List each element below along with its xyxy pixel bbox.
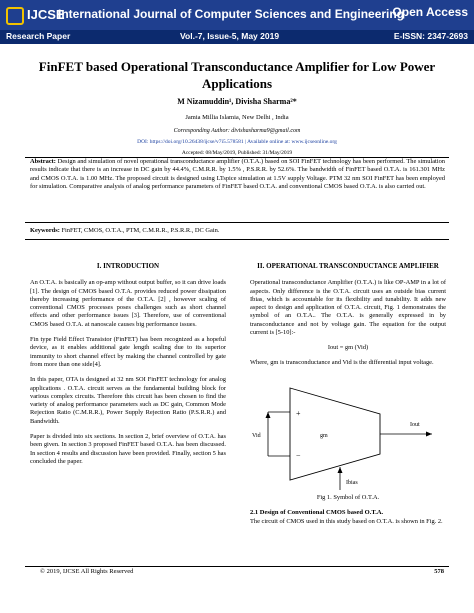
- abstract: [30, 158, 445, 192]
- paragraph: Paper is divided into six sections. In section 2, brief overview of O.T.A. has been given. In section 3 proposed FinFET based O.T.A. has been discussed. In section 4 results and discussion have been provided. Finally, section 5 has concluded the paper.: [30, 433, 226, 465]
- ota-symbol-figure: [250, 374, 446, 492]
- affiliation: Jamia Millia Islamia, New Delhi , India: [185, 114, 289, 121]
- divider-keywords: [25, 239, 449, 240]
- abstract-label: Abstract:: [30, 158, 56, 165]
- output-arrow-head: [426, 431, 432, 436]
- right-column: [250, 262, 446, 533]
- journal-title: International Journal of Computer Sciences and Engineering: [58, 7, 405, 21]
- paragraph: An O.T.A. is basically an op-amp without output buffer, so it can drive loads [1]. The design of CMOS based O.T.A. provides reduced power dissipation thereby increasing performance of the O.T.A. [2] , however scaling of conventional CMOS processes poses challenges such as short channel effects and other performance issues [3]. Therefore, use of conventional CMOS based O.T.A. at nanoscale causes big performance issues.: [30, 279, 226, 328]
- gm-label: gm: [320, 432, 328, 439]
- issn: E-ISSN: 2347-2693: [393, 31, 468, 41]
- bias-arrow-head: [338, 467, 343, 473]
- paper-title: FinFET based Operational Transconductance Amplifier for Low Power Applications: [38, 59, 436, 91]
- divider-abstract: [25, 222, 449, 223]
- page-number: 578: [434, 568, 444, 575]
- minus-sign: −: [296, 450, 301, 460]
- ota-triangle-shape: [290, 388, 380, 480]
- paper-type: Research Paper: [6, 31, 71, 41]
- left-column: [30, 262, 226, 473]
- paragraph: Fin type Field Effect Transistor (FinFET) has been recognized as a hopeful device, as it enables additional gate length scaling due to its superior immunity to short channel effect by making the channel controlled by gate from more than one side[4].: [30, 336, 226, 368]
- open-access-label: Open Access: [392, 5, 468, 19]
- logo-mark-icon: [6, 7, 24, 25]
- keywords-text: FinFET, CMOS, O.T.A., PTM, C.M.R.R., P.S.R.R., DC Gain.: [61, 227, 220, 234]
- doi-link[interactable]: DOI: https://doi.org/10.26438/ijcse/v7i5.578581 | Available online at: www.ijcseonline.org: [137, 139, 337, 145]
- section-heading-ota: II. OPERATIONAL TRANSCONDUCTANCE AMPLIFIER: [257, 262, 439, 270]
- vid-arrow-head: [266, 412, 271, 418]
- paragraph: Operational transconductance Amplifier (O.T.A.) is like OP-AMP in a lot of aspects. Only difference is the O.T.A. circuit uses an outside bias current Ibias, which is accountable for its flexibility and tunability. It adds new aspect to design and application of O.T.A. circuit, Fig. 1 demonstrates the symbol of an O.T.A.. The O.T.A. is generally expressed in by transconductance and not by voltage gain. The equation for the output current is [5-10]:-: [250, 279, 446, 337]
- keywords: [30, 227, 445, 234]
- authors: M Nizamuddin¹, Divisha Sharma²*: [177, 97, 297, 106]
- section-heading-introduction: I. INTRODUCTION: [96, 262, 160, 270]
- iout-label: Iout: [410, 421, 420, 428]
- figure-caption: Fig 1. Symbol of O.T.A.: [316, 493, 380, 501]
- journal-banner: [0, 0, 474, 44]
- vid-label: Vid: [252, 432, 261, 439]
- corresponding-author: Corresponding Author: divishasharma9@gmail.com: [173, 128, 301, 134]
- paragraph: The circuit of CMOS used in this study based on O.T.A. is shown in Fig. 2.: [250, 517, 443, 525]
- journal-logo: IJCSE: [6, 2, 76, 28]
- footer-divider: [25, 566, 449, 567]
- ota-symbol-diagram: [250, 374, 446, 492]
- keywords-label: Keywords:: [30, 227, 60, 234]
- volume-issue: Vol.-7, Issue-5, May 2019: [180, 31, 280, 41]
- ibias-label: Ibias: [346, 479, 358, 486]
- copyright: © 2019, IJCSE All Rights Reserved: [40, 568, 134, 575]
- plus-sign: +: [296, 408, 301, 418]
- paragraph: Where, gm is transconductance and Vid is the differential input voltage.: [250, 358, 434, 366]
- subsection-heading: 2.1 Design of Conventional CMOS based O.T.A.: [250, 509, 384, 517]
- publication-dates: Accepted: 08/May/2019, Published: 31/May/2019: [181, 150, 293, 156]
- abstract-text: Design and simulation of novel operational transconductance amplifier (O.T.A.) based on SOI FinFET technology has been performed. The simulation results indicate that there is an increase in DC gain by 44.4%, C.M.R.R. by 1.5% , P.S.R.R. by 52.6%. The bandwidth of FinFET based O.T.A. is 161.301 MHz and CMOS O.T.A. is 1.00 MHz. The proposed circuit is designed using LTspice simulation at 1.5V supply Voltage. PTM 32 nm SOI FinFET has been employed for simulation. Comparative analysis of analog performance parameters of FinFET based O.T.A. and conventional CMOS based O.T.A. is also carried out.: [30, 158, 445, 191]
- paragraph: In this paper, OTA is designed at 32 nm SOI FinFET technology for analog applications . O.T.A. circuit serves as the fundamental building block for various complex circuits. Therefore this circuit has been chosen to find the variety of analog performance parameters such as DC gain, Common Mode Rejection Ratio (C.M.R.R.), Power Supply Rejection Ratio (P.S.R.R.) and Bandwidth.: [30, 376, 226, 425]
- output-current-equation: Iout = gm (Vid): [327, 344, 369, 352]
